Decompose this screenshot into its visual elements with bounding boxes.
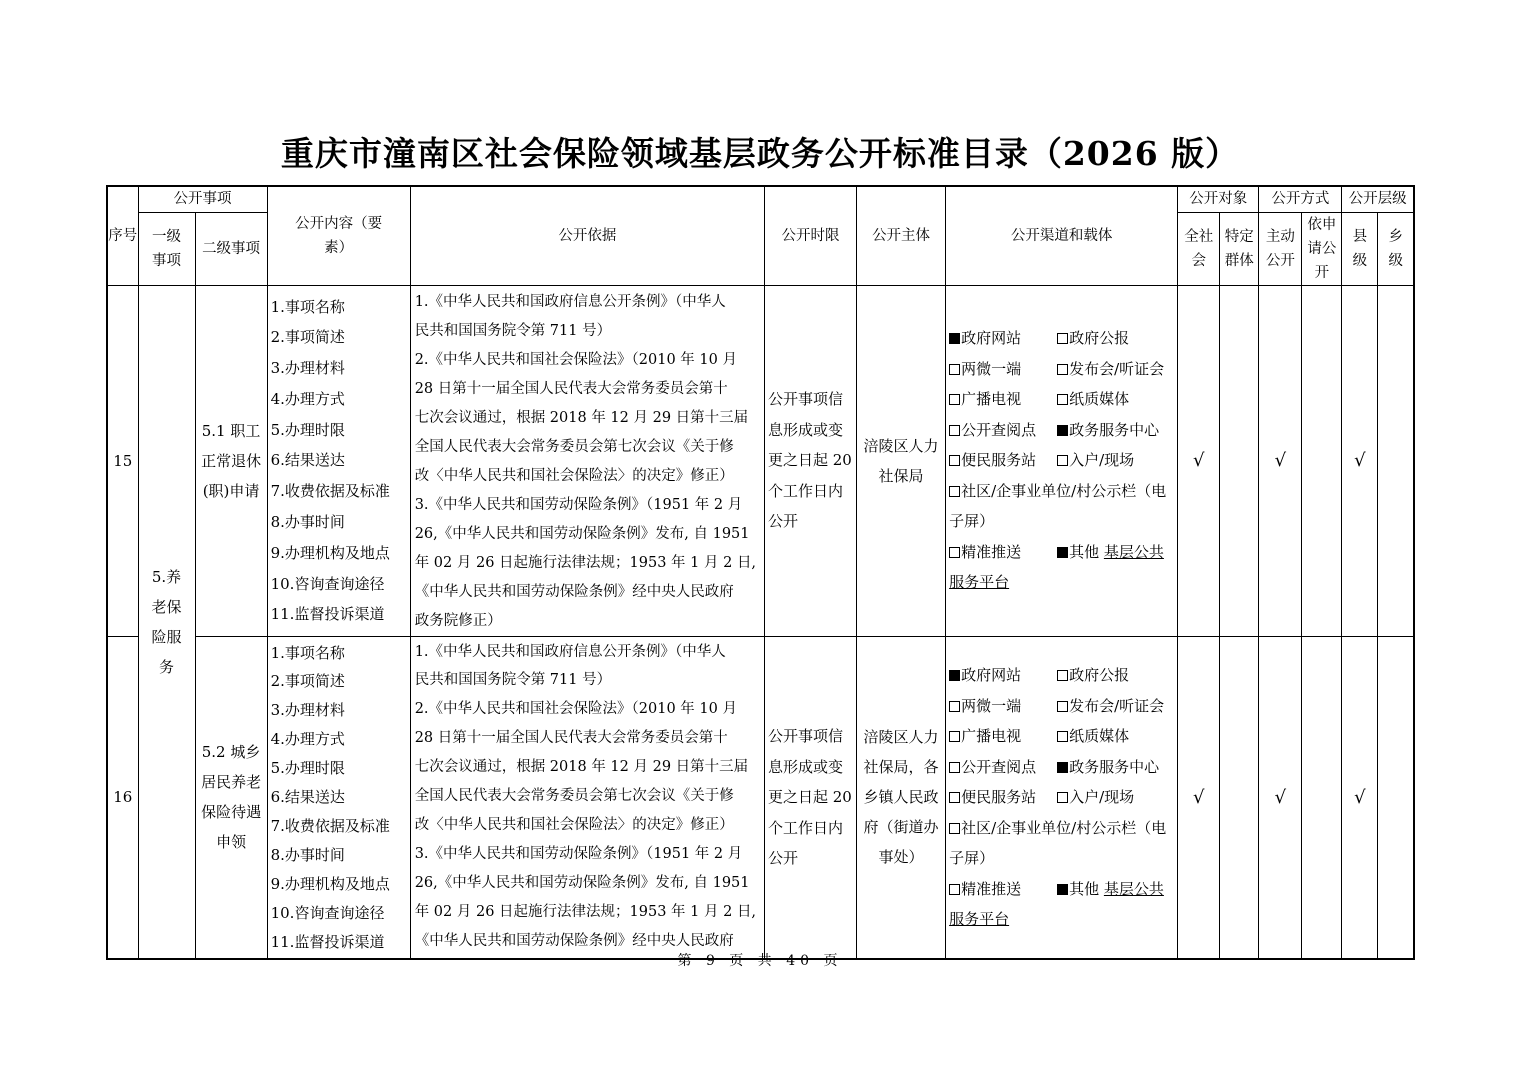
channel-label: 子屏） [949, 512, 995, 531]
subject-line: 乡镇人民政 [863, 788, 939, 807]
channel-label: 社区/企事业单位/村公示栏（电 [961, 481, 1167, 500]
checkbox-checked-icon [1057, 425, 1068, 436]
channel-label: 政务服务中心 [1069, 420, 1160, 439]
content-item: 6.结果送达 [270, 788, 345, 807]
level-county-check: √ [1342, 636, 1378, 959]
basis-line: 民共和国国务院令第 711 号） [414, 672, 612, 689]
header-subject: 公开主体 [857, 186, 946, 285]
subject-line: 事处） [878, 848, 924, 867]
checkbox-icon [949, 731, 960, 742]
level2-line: 5.2 城乡 [201, 743, 261, 762]
table-row [107, 636, 1414, 959]
basis-line: 民共和国国务院令第 711 号） [414, 322, 612, 339]
channel-label: 其他 [1069, 879, 1100, 898]
basis-line: 七次会议通过，根据 2018 年 12 月 29 日第十三届 [414, 759, 749, 776]
time-limit-line: 个工作日内 [767, 818, 843, 837]
header-level-county: 县级 [1342, 212, 1378, 285]
basis-line: 《中华人民共和国劳动保险条例》经中央人民政府 [414, 583, 734, 600]
channel-label: 精准推送 [961, 879, 1022, 898]
checkbox-icon [1057, 792, 1068, 803]
header-mode-apply: 依申请公开 [1302, 212, 1342, 285]
level2-line: (职)申请 [202, 481, 260, 500]
header-content: 公开内容（要素） [267, 186, 410, 285]
header-target-all: 全社会 [1178, 212, 1220, 285]
level-county-check: √ [1342, 285, 1378, 636]
header-seq: 序号 [107, 186, 138, 285]
time-limit-line: 更之日起 20 [767, 451, 852, 470]
mode-active-check: √ [1259, 636, 1302, 959]
page-footer: 第 9 页 共 40 页 [677, 953, 843, 969]
channel-label: 公开查阅点 [961, 757, 1037, 776]
level-town-cell [1378, 285, 1414, 636]
content-item: 10.咨询查询途径 [270, 574, 385, 593]
content-item: 10.咨询查询途径 [270, 903, 385, 922]
channel-label: 发布会/听证会 [1069, 359, 1165, 378]
content-item: 1.事项名称 [270, 297, 345, 316]
channel-label: 政府网站 [961, 666, 1022, 685]
checkbox-checked-icon [1057, 762, 1068, 773]
content-item: 1.事项名称 [270, 643, 345, 662]
checkbox-icon [949, 884, 960, 895]
checkbox-icon [949, 364, 960, 375]
channel-label: 入户/现场 [1069, 788, 1135, 807]
basis-line: 政务院修正） [414, 612, 502, 629]
subject-line: 涪陵区人力 [863, 436, 939, 455]
checkbox-checked-icon [949, 333, 960, 344]
channel-label: 政府公报 [1069, 329, 1130, 348]
level2-line: 正常退休 [201, 451, 262, 470]
channel-label: 两微一端 [961, 359, 1022, 378]
checkbox-icon [1057, 731, 1068, 742]
content-item: 2.事项简述 [270, 328, 345, 347]
catalog-table [106, 185, 1415, 960]
basis-cell [410, 636, 764, 959]
time-limit-line: 息形成或变 [767, 420, 843, 439]
target-special-cell [1220, 636, 1259, 959]
level-town-cell [1378, 636, 1414, 959]
subject-line: 社保局 [878, 466, 924, 485]
basis-line: 3.《中华人民共和国劳动保险条例》（1951 年 2 月 [414, 496, 743, 513]
channel-label: 广播电视 [961, 727, 1022, 746]
header-target: 公开对象 [1178, 186, 1259, 212]
header-mode-active: 主动公开 [1259, 212, 1302, 285]
channel-label: 发布会/听证会 [1069, 696, 1165, 715]
time-limit-line: 息形成或变 [767, 757, 843, 776]
checkbox-icon [949, 394, 960, 405]
level2-cell [195, 285, 267, 636]
channel-label: 纸质媒体 [1069, 727, 1130, 746]
checkbox-icon [949, 425, 960, 436]
checkbox-icon [949, 547, 960, 558]
category-cell [138, 285, 195, 959]
basis-line: 年 02 月 26 日起施行法律法规；1953 年 1 月 2 日, [414, 554, 757, 571]
level2-line: 5.1 职工 [201, 421, 261, 440]
checkbox-icon [949, 701, 960, 712]
checkbox-icon [949, 762, 960, 773]
basis-line: 改〈中华人民共和国社会保险法〉的决定》修正） [414, 816, 734, 833]
subject-line: 社保局，各 [863, 758, 939, 777]
channel-label: 便民服务站 [961, 451, 1037, 470]
mode-active-check: √ [1259, 285, 1302, 636]
header-level1: 一级事项 [138, 212, 195, 285]
basis-line: 28 日第十一届全国人民代表大会常务委员会第十 [414, 730, 728, 747]
header-time-limit: 公开时限 [764, 186, 856, 285]
table-row [107, 285, 1414, 636]
checkbox-icon [1057, 701, 1068, 712]
content-item: 8.办事时间 [270, 513, 345, 532]
channel-label: 广播电视 [961, 390, 1022, 409]
time-limit-cell [764, 636, 856, 959]
level2-line: 申领 [216, 833, 247, 852]
content-item: 4.办理方式 [270, 730, 345, 749]
basis-line: 1.《中华人民共和国政府信息公开条例》（中华人 [414, 293, 726, 310]
content-cell [267, 285, 410, 636]
time-limit-line: 公开事项信 [767, 390, 843, 409]
time-limit-line: 公开事项信 [767, 727, 843, 746]
checkbox-icon [949, 792, 960, 803]
time-limit-line: 公开 [767, 512, 798, 531]
target-all-check: √ [1178, 285, 1220, 636]
subject-line: 涪陵区人力 [863, 728, 939, 747]
basis-line: 1.《中华人民共和国政府信息公开条例》（中华人 [414, 643, 726, 660]
subject-line: 府（街道办 [863, 818, 939, 837]
row-seq: 16 [107, 636, 138, 959]
target-special-cell [1220, 285, 1259, 636]
content-item: 9.办理机构及地点 [270, 543, 390, 562]
basis-line: 28 日第十一届全国人民代表大会常务委员会第十 [414, 380, 728, 397]
content-item: 5.办理时限 [270, 759, 345, 778]
basis-line: 2.《中华人民共和国社会保险法》（2010 年 10 月 [414, 351, 737, 368]
header-level-town: 乡级 [1378, 212, 1414, 285]
checkbox-checked-icon [1057, 547, 1068, 558]
mode-apply-cell [1302, 285, 1342, 636]
basis-line: 《中华人民共和国劳动保险条例》经中央人民政府 [414, 932, 734, 949]
checkbox-checked-icon [949, 670, 960, 681]
row-seq: 15 [107, 285, 138, 636]
target-all-check: √ [1178, 636, 1220, 959]
checkbox-icon [1057, 455, 1068, 466]
checkbox-icon [1057, 364, 1068, 375]
header-target-special: 特定群体 [1220, 212, 1259, 285]
channel-label: 两微一端 [961, 696, 1022, 715]
basis-line: 全国人民代表大会常务委员会第七次会议《关于修 [414, 788, 734, 805]
level2-line: 居民养老 [201, 773, 262, 792]
subject-cell [857, 285, 946, 636]
content-item: 3.办理材料 [270, 701, 345, 720]
header-level: 公开层级 [1342, 186, 1414, 212]
checkbox-icon [1057, 394, 1068, 405]
content-item: 6.结果送达 [270, 451, 345, 470]
content-item: 8.办事时间 [270, 845, 345, 864]
content-item: 11.监督投诉渠道 [270, 932, 385, 951]
page-title: 重庆市潼南区社会保险领域基层政务公开标准目录（2026 版） [280, 134, 1240, 173]
time-limit-line: 个工作日内 [767, 481, 843, 500]
other-fill: 基层公共 [1103, 542, 1164, 561]
checkbox-checked-icon [1057, 884, 1068, 895]
content-item: 9.办理机构及地点 [270, 874, 390, 893]
time-limit-line: 更之日起 20 [767, 788, 852, 807]
basis-line: 改〈中华人民共和国社会保险法〉的决定》修正） [414, 467, 734, 484]
other-fill: 服务平台 [949, 910, 1010, 929]
subject-cell [857, 636, 946, 959]
content-item: 5.办理时限 [270, 420, 345, 439]
time-limit-line: 公开 [767, 849, 798, 868]
category-label: 5.养老保险服务 [151, 567, 182, 676]
channels-cell [946, 285, 1178, 636]
content-item: 7.收费依据及标准 [270, 816, 390, 835]
header-basis: 公开依据 [410, 186, 764, 285]
channel-label: 纸质媒体 [1069, 390, 1130, 409]
channel-label: 政府网站 [961, 329, 1022, 348]
channel-label: 其他 [1069, 542, 1100, 561]
basis-line: 26,《中华人民共和国劳动保险条例》发布, 自 1951 [414, 874, 750, 891]
header-items: 公开事项 [138, 186, 267, 212]
checkbox-icon [949, 486, 960, 497]
checkbox-icon [1057, 333, 1068, 344]
content-item: 4.办理方式 [270, 389, 345, 408]
content-item: 11.监督投诉渠道 [270, 605, 385, 624]
channel-label: 精准推送 [961, 542, 1022, 561]
basis-line: 全国人民代表大会常务委员会第七次会议《关于修 [414, 438, 734, 455]
basis-cell [410, 285, 764, 636]
level2-line: 保险待遇 [201, 803, 262, 822]
channels-cell [946, 636, 1178, 959]
content-item: 3.办理材料 [270, 359, 345, 378]
basis-line: 年 02 月 26 日起施行法律法规；1953 年 1 月 2 日, [414, 903, 757, 920]
basis-line: 七次会议通过，根据 2018 年 12 月 29 日第十三届 [414, 409, 749, 426]
mode-apply-cell [1302, 636, 1342, 959]
channel-label: 子屏） [949, 849, 995, 868]
header-level2: 二级事项 [195, 212, 267, 285]
channel-label: 公开查阅点 [961, 420, 1037, 439]
checkbox-icon [949, 455, 960, 466]
checkbox-icon [949, 823, 960, 834]
header-channels: 公开渠道和载体 [946, 186, 1178, 285]
checkbox-icon [1057, 670, 1068, 681]
level2-cell [195, 636, 267, 959]
time-limit-cell [764, 285, 856, 636]
channel-label: 入户/现场 [1069, 451, 1135, 470]
content-cell [267, 636, 410, 959]
basis-line: 2.《中华人民共和国社会保险法》（2010 年 10 月 [414, 701, 737, 718]
content-item: 2.事项简述 [270, 672, 345, 691]
other-fill: 服务平台 [949, 573, 1010, 592]
content-item: 7.收费依据及标准 [270, 482, 390, 501]
channel-label: 政府公报 [1069, 666, 1130, 685]
other-fill: 基层公共 [1103, 879, 1164, 898]
basis-line: 3.《中华人民共和国劳动保险条例》（1951 年 2 月 [414, 845, 743, 862]
channel-label: 便民服务站 [961, 788, 1037, 807]
channel-label: 社区/企事业单位/村公示栏（电 [961, 818, 1167, 837]
header-mode: 公开方式 [1259, 186, 1342, 212]
channel-label: 政务服务中心 [1069, 757, 1160, 776]
basis-line: 26,《中华人民共和国劳动保险条例》发布, 自 1951 [414, 525, 750, 542]
